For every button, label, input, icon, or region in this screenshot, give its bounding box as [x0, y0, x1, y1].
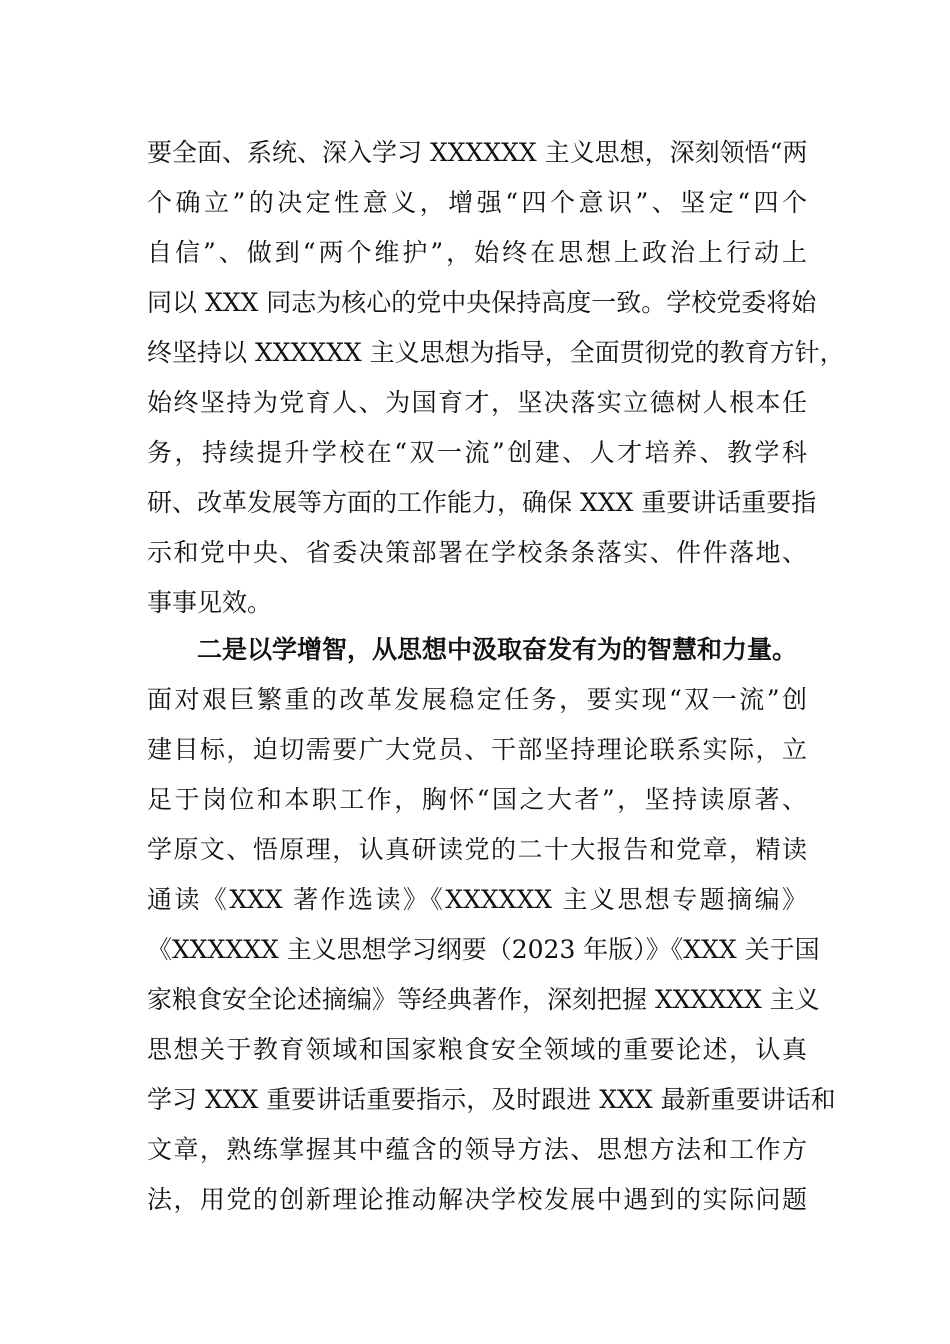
- paragraph-1: [147, 128, 845, 628]
- paragraph-2-line: 通读《XXX 著作选读》《XXXXXX 主义思想专题摘编》: [147, 885, 807, 914]
- paragraph-2: [147, 625, 836, 1225]
- paragraph-2-line: 文章，熟练掌握其中蕴含的领导方法、思想方法和工作方: [147, 1135, 807, 1164]
- paragraph-1-line: 要全面、系统、深入学习 XXXXXX 主义思想，深刻领悟“两: [147, 138, 808, 167]
- paragraph-2-line: 《XXXXXX 主义思想学习纲要（2023 年版）》《XXX 关于国: [147, 935, 820, 964]
- paragraph-2-line: 家粮食安全论述摘编》等经典著作，深刻把握 XXXXXX 主义: [147, 985, 820, 1014]
- paragraph-2-line: 学原文、悟原理，认真研读党的二十大报告和党章，精读: [147, 835, 807, 864]
- paragraph-2-line: 法，用党的创新理论推动解决学校发展中遇到的实际问题: [147, 1185, 807, 1214]
- paragraph-1-line: 示和党中央、省委决策部署在学校条条落实、件件落地、: [147, 538, 807, 567]
- paragraph-2-line: 足于岗位和本职工作，胸怀“国之大者”，坚持读原著、: [147, 785, 807, 814]
- paragraph-1-line: 始终坚持为党育人、为国育才，坚决落实立德树人根本任: [147, 388, 807, 417]
- paragraph-2-line: 学习 XXX 重要讲话重要指示，及时跟进 XXX 最新重要讲话和: [147, 1085, 836, 1114]
- paragraph-1-line: 务，持续提升学校在“双一流”创建、人才培养、教学科: [147, 438, 807, 467]
- paragraph-2-line: 建目标，迫切需要广大党员、干部坚持理论联系实际，立: [147, 735, 807, 764]
- paragraph-1-line: 个确立”的决定性意义，增强“四个意识”、坚定“四个: [147, 188, 807, 217]
- paragraph-1-line: 终坚持以 XXXXXX 主义思想为指导，全面贯彻党的教育方针，: [147, 338, 845, 367]
- paragraph-1-line: 自信”、做到“两个维护”，始终在思想上政治上行动上: [147, 238, 807, 267]
- paragraph-1-line: 同以 XXX 同志为核心的党中央保持高度一致。学校党委将始: [147, 288, 817, 317]
- paragraph-1-line: 研、改革发展等方面的工作能力，确保 XXX 重要讲话重要指: [147, 488, 817, 517]
- paragraph-1-line: 事事见效。: [147, 588, 273, 617]
- paragraph-2-line: 面对艰巨繁重的改革发展稳定任务，要实现“双一流”创: [147, 685, 807, 714]
- paragraph-2-line: 思想关于教育领域和国家粮食安全领域的重要论述，认真: [147, 1035, 807, 1064]
- paragraph-2-heading: 二是以学增智，从思想中汲取奋发有为的智慧和力量。: [197, 635, 798, 664]
